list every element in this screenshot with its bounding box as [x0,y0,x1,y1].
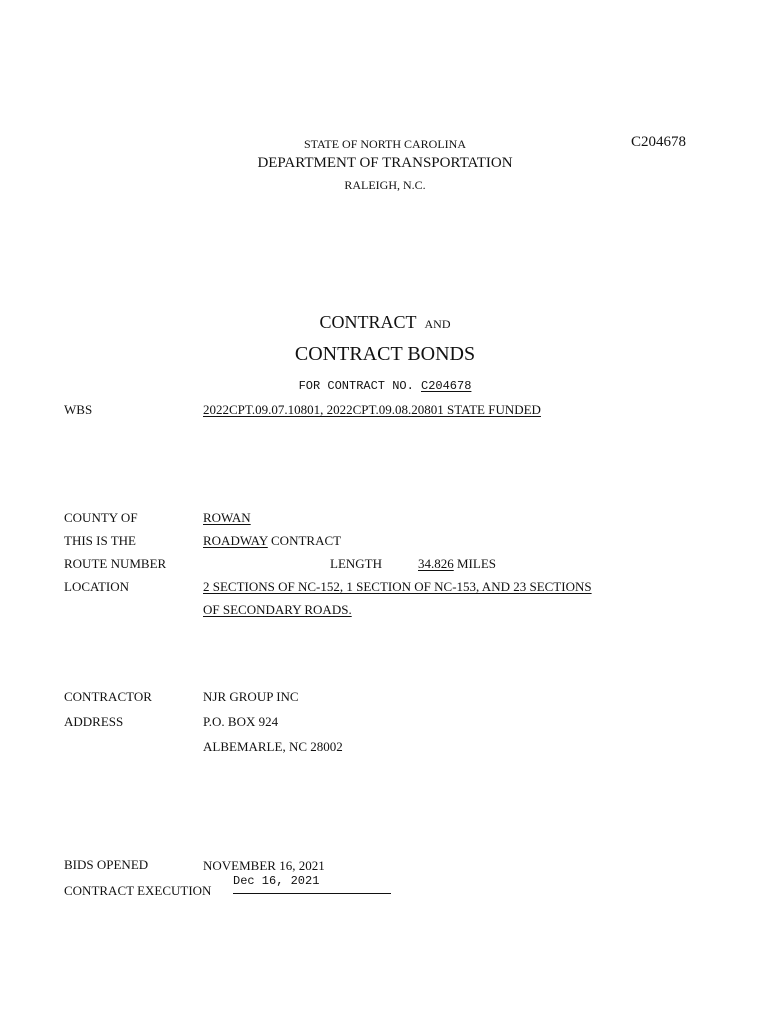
county-value: ROWAN [203,510,251,525]
contract-type-value: ROADWAY [203,533,268,548]
contract-type-line [203,533,341,549]
for-contract-label: FOR CONTRACT NO. [298,379,414,393]
address-line-1: P.O. BOX 924 [203,714,279,729]
address-line-2: ALBEMARLE, NC 28002 [203,739,343,754]
contract-id-corner: C204678 [631,134,687,150]
county-label: COUNTY OF [64,510,138,525]
bids-opened-label: BIDS OPENED [64,857,149,872]
location-line-2: OF SECONDARY ROADS. [203,602,352,617]
contract-word-value: CONTRACT [271,533,342,548]
length-value: 34.826 [418,556,454,571]
contract-and-title [0,312,770,333]
bids-opened-date: NOVEMBER 16, 2021 [203,858,325,873]
location-label: LOCATION [64,579,129,594]
contract-execution-label: CONTRACT EXECUTION [64,883,212,898]
length-unit: MILES [457,556,496,571]
contract-word: CONTRACT [319,312,417,332]
this-is-label: THIS IS THE [64,533,136,548]
execution-date-line [233,893,391,894]
contract-execution-date[interactable]: Dec 16, 2021 [233,874,320,888]
for-contract-number: C204678 [421,379,472,393]
address-label: ADDRESS [64,714,124,729]
state-heading: STATE OF NORTH CAROLINA [304,137,466,151]
wbs-value: 2022CPT.09.07.10801, 2022CPT.09.08.20801 STATE FUNDED [203,402,541,417]
contractor-name: NJR GROUP INC [203,689,299,704]
and-word: AND [424,317,451,331]
contract-bonds-title: CONTRACT BONDS [294,343,476,365]
wbs-label: WBS [64,402,93,417]
for-contract-line [0,379,770,393]
location-line-1: 2 SECTIONS OF NC-152, 1 SECTION OF NC-153, AND 23 SECTIONS [203,579,592,594]
length-label: LENGTH [330,556,382,571]
contractor-label: CONTRACTOR [64,689,152,704]
length-line [418,556,496,572]
city-heading: RALEIGH, N.C. [344,178,426,192]
department-heading: DEPARTMENT OF TRANSPORTATION [257,155,513,171]
route-number-label: ROUTE NUMBER [64,556,167,571]
